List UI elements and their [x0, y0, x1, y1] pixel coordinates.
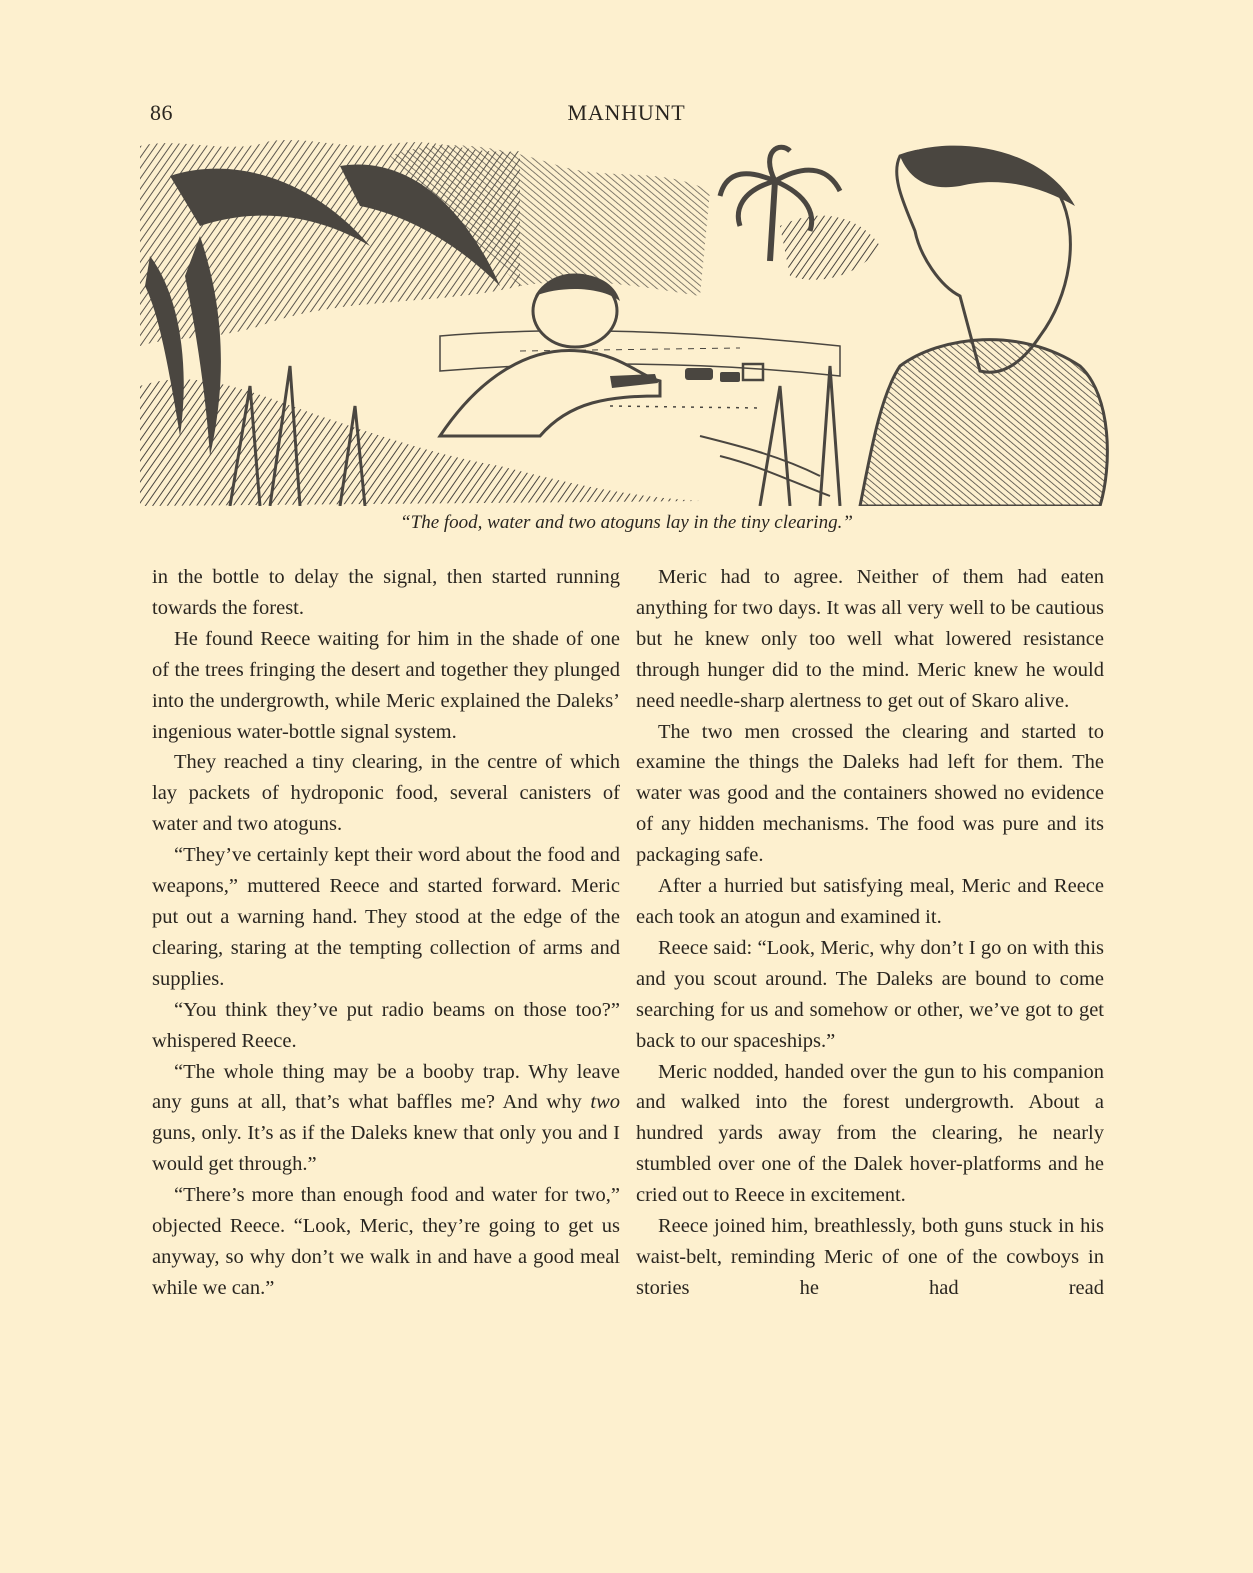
paragraph: After a hurried but satisfying meal, Meric and Reece each took an atogun and examined it.: [636, 875, 1104, 928]
paragraph: Meric nodded, handed over the gun to his companion and walked into the forest undergrowth. About a hundred yards away from the clearing, he nearly stumbled over one of the Dalek hover-platforms and he cried out to Reece in excitement.: [636, 1060, 1104, 1207]
paragraph: “You think they’ve put radio beams on those too?” whispered Reece.: [152, 998, 620, 1052]
paragraph: “There’s more than enough food and water for two,” objected Reece. “Look, Meric, they’re going to get us anyway, so why don’t we walk in and have a good meal while we can.”: [152, 1184, 620, 1299]
jungle-clearing-illustration: [140, 136, 1112, 506]
paragraph: in the bottle to delay the signal, then started running towards the forest.: [152, 566, 620, 619]
running-title: MANHUNT: [567, 100, 686, 125]
paragraph: Meric had to agree. Neither of them had eaten anything for two days. It was all very well to be cautious but he knew only too well what lowered resistance through hunger did to the mind. Meric knew he would need needle-sharp alertness to get out of Skaro alive.: [636, 566, 1104, 712]
page-number: 86: [150, 100, 173, 125]
paragraph: “They’ve certainly kept their word about the food and weapons,” muttered Reece and started forward. Meric put out a warning hand. They stood at the edge of the clearing, staring at the tempting collection of arms and supplies.: [152, 844, 620, 990]
emphasized-word: two: [590, 1091, 620, 1114]
illustration-caption: “The food, water and two atoguns lay in the tiny clearing.”: [400, 512, 853, 533]
paragraph: Reece said: “Look, Meric, why don’t I go on with this and you scout around. The Daleks are bound to come searching for us and somehow or other, we’ve got to get back to our spaceships.”: [636, 936, 1104, 1052]
paragraph-text: guns, only. It’s as if the Daleks knew that only you and I would get through.”: [152, 1122, 620, 1176]
right-column: [636, 562, 1104, 1304]
paragraph: [152, 1057, 620, 1181]
paragraph-text: “The whole thing may be a booby trap. Why leave any guns at all, that’s what baffles me? And why: [152, 1060, 620, 1114]
paragraph: The two men crossed the clearing and started to examine the things the Daleks had left for them. The water was good and the containers showed no evidence of any hidden mechanisms. The food was pure and its packaging safe.: [636, 720, 1104, 867]
paragraph: They reached a tiny clearing, in the centre of which lay packets of hydroponic food, several canisters of water and two atoguns.: [152, 751, 620, 836]
paragraph: He found Reece waiting for him in the shade of one of the trees fringing the desert and together they plunged into the undergrowth, while Meric explained the Daleks’ ingenious water-bottle signal system.: [152, 627, 620, 743]
left-column: [152, 562, 620, 1304]
paragraph: Reece joined him, breathlessly, both guns stuck in his waist-belt, reminding Meric of one of the cowboys in stories he had read: [636, 1215, 1104, 1299]
